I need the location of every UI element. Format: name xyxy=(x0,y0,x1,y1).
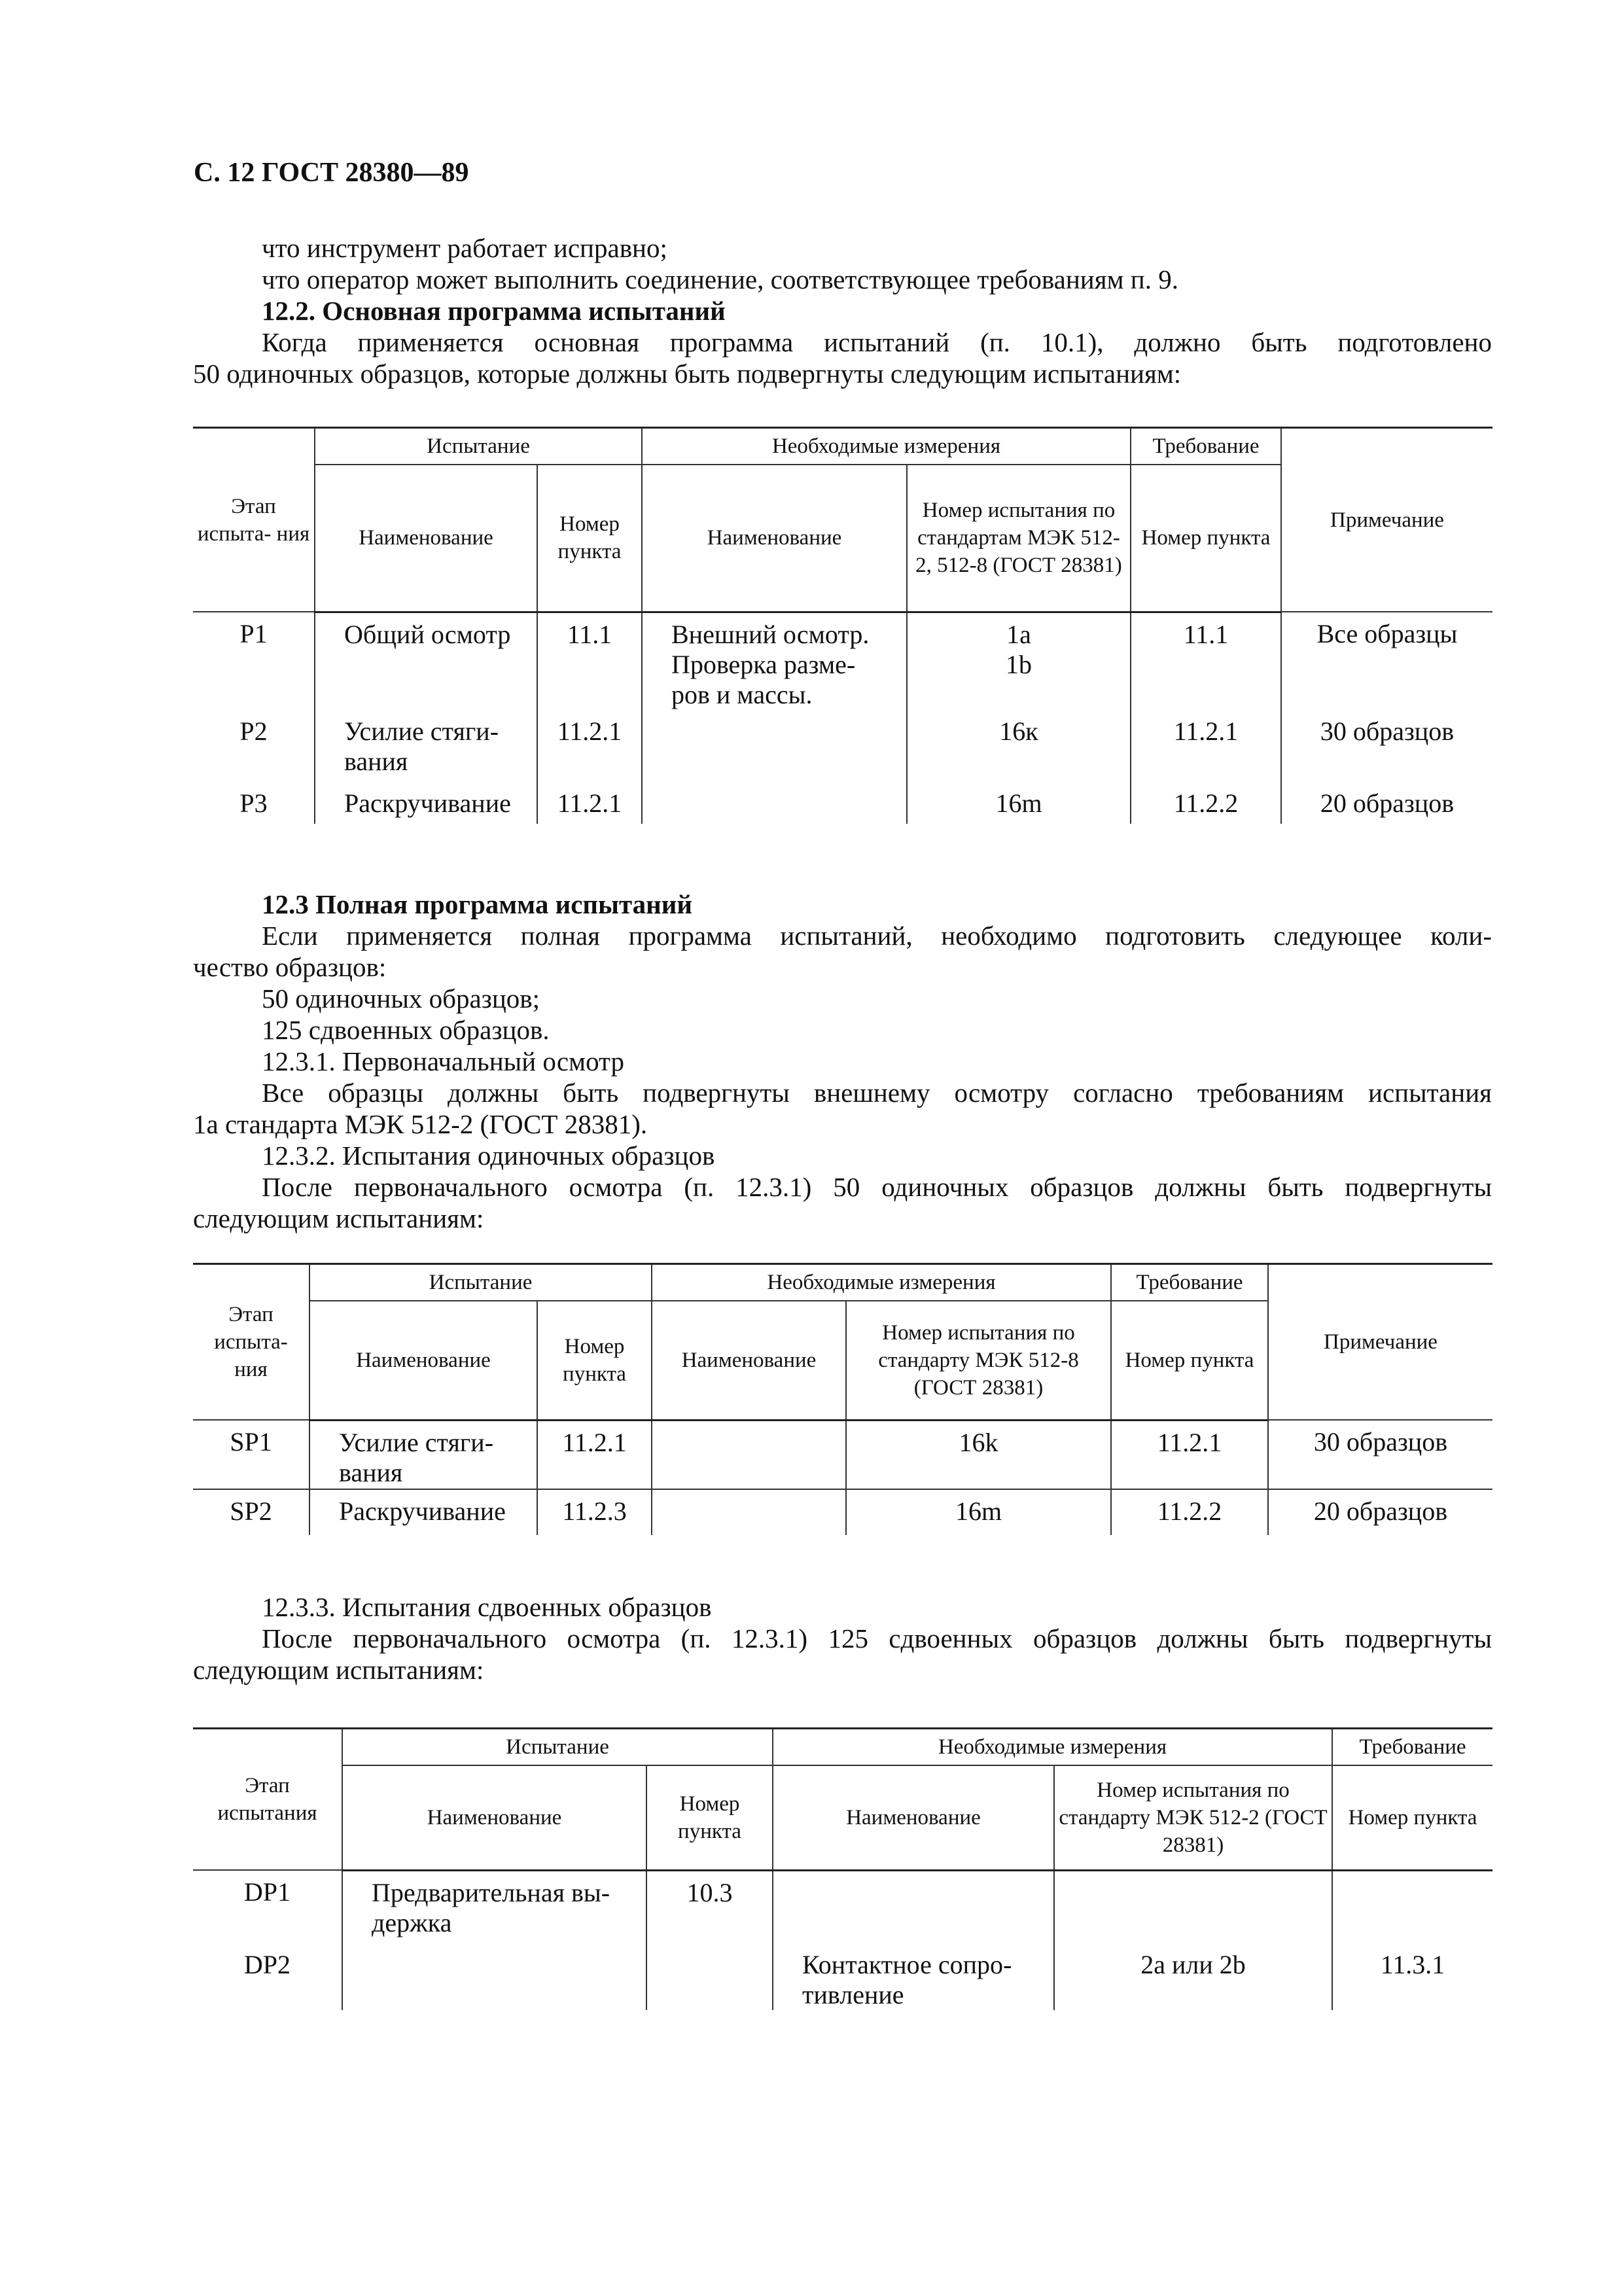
section-12-3-text-1 xyxy=(262,920,1492,951)
cell-stage: SP1 xyxy=(193,1420,309,1489)
cell-note: 20 образцов xyxy=(1281,782,1492,824)
col-req-num-header: Номер пункта xyxy=(1332,1765,1492,1870)
cell-meas-name xyxy=(652,1420,846,1489)
cell-meas-num xyxy=(1054,1870,1332,1943)
cell-meas-name: Внешний осмотр. Проверка разме- ров и массы. xyxy=(642,612,907,710)
section-12-3-2-text-2: следующим испытаниям: xyxy=(193,1203,484,1233)
cell-req-num: 11.2.1 xyxy=(1131,710,1281,782)
cell-stage: DP1 xyxy=(243,1877,291,1907)
col-req-num-header: Номер пункта xyxy=(1111,1301,1268,1420)
col-meas-num-header: Номер испытания по стандартам МЭК 512-2, 512-8 (ГОСТ 28381) xyxy=(907,465,1131,612)
cell-note: 20 образцов xyxy=(1268,1489,1492,1535)
col-test-num-header: Номер пункта xyxy=(537,465,642,612)
cell-note: 30 образцов xyxy=(1268,1420,1492,1489)
col-test-name-header: Наименование xyxy=(309,1301,537,1420)
cell-meas-name xyxy=(642,782,907,824)
cell-req-num: 11.3.1 xyxy=(1332,1943,1492,2010)
cell-stage: P2 xyxy=(239,716,268,746)
cell-test-num: 11.1 xyxy=(537,612,642,710)
col-meas-name-header: Наименование xyxy=(773,1765,1054,1870)
cell-meas-name xyxy=(652,1489,846,1535)
col-test-num-header: Номер пункта xyxy=(537,1301,652,1420)
col-note-header: Примечание xyxy=(1281,428,1492,612)
cell-test-name: Раскручивание xyxy=(309,1489,537,1535)
cell-test-num: 11.2.3 xyxy=(537,1489,652,1535)
col-test-header: Испытание xyxy=(342,1729,773,1766)
cell-req-num: 11.1 xyxy=(1131,612,1281,710)
cell-meas-num: 1a 1b xyxy=(907,612,1131,710)
cell-req-num: 11.2.2 xyxy=(1111,1489,1268,1535)
col-measurements-header: Необходимые измерения xyxy=(642,428,1131,465)
col-meas-name-header: Наименование xyxy=(642,465,907,612)
cell-meas-num: 16m xyxy=(846,1489,1111,1535)
cell-req-num: 11.2.2 xyxy=(1131,782,1281,824)
cell-test-num: 11.2.1 xyxy=(537,710,642,782)
table-row xyxy=(193,710,1492,782)
cell-test-name: Усилие стяги- вания xyxy=(315,710,537,782)
table-basic-program xyxy=(193,427,1492,824)
table-row xyxy=(193,1420,1492,1489)
section-12-2-text-1 xyxy=(262,327,1492,358)
section-12-3-3-text-2: следующим испытаниям: xyxy=(193,1655,484,1685)
section-12-2-text-2: 50 одиночных образцов, которые должны быть подвергнуты следующим испытаниям: xyxy=(193,359,1182,389)
cell-stage: P1 xyxy=(239,619,268,648)
cell-meas-name xyxy=(773,1870,1054,1943)
table-row xyxy=(193,1943,1492,2010)
section-12-3-title: 12.3 Полная программа испытаний xyxy=(262,889,693,919)
section-12-3-1-title: 12.3.1. Первоначальный осмотр xyxy=(262,1046,624,1076)
section-12-2-title: 12.2. Основная программа испытаний xyxy=(262,296,726,326)
intro-line-1: что инструмент работает исправно; xyxy=(262,233,667,263)
table-row xyxy=(193,782,1492,824)
cell-stage: P3 xyxy=(239,788,268,818)
section-12-3-item-1: 50 одиночных образцов; xyxy=(262,983,540,1014)
cell-req-num xyxy=(1332,1870,1492,1943)
section-12-3-1-text-2: 1a стандарта МЭК 512-2 (ГОСТ 28381). xyxy=(193,1109,648,1139)
cell-req-num: 11.2.1 xyxy=(1111,1420,1268,1489)
page-header: С. 12 ГОСТ 28380—89 xyxy=(194,158,469,188)
col-requirement-header: Требование xyxy=(1332,1729,1492,1766)
col-meas-name-header: Наименование xyxy=(652,1301,846,1420)
col-meas-num-header: Номер испытания по стандарту МЭК 512-2 (ГОСТ 28381) xyxy=(1054,1765,1332,1870)
cell-meas-name: Контактное сопро- тивление xyxy=(773,1943,1054,2010)
col-test-header: Испытание xyxy=(309,1264,652,1301)
col-measurements-header: Необходимые измерения xyxy=(652,1264,1111,1301)
cell-meas-name xyxy=(642,710,907,782)
cell-stage: DP2 xyxy=(243,1950,291,1979)
section-12-3-1-text-1 xyxy=(262,1077,1492,1108)
col-meas-num-header: Номер испытания по стандарту МЭК 512-8 (ГОСТ 28381) xyxy=(846,1301,1111,1420)
section-12-3-2-title: 12.3.2. Испытания одиночных образцов xyxy=(262,1140,715,1171)
section-12-2-text-1-span: Когда применяется основная программа испытаний (п. 10.1), должно быть подготовлено xyxy=(262,327,1492,357)
section-12-3-3-title: 12.3.3. Испытания сдвоенных образцов xyxy=(262,1592,712,1622)
cell-test-num xyxy=(646,1943,773,2010)
section-12-3-1-text-1-span: Все образцы должны быть подвергнуты внешнему осмотру согласно требованиям испытания xyxy=(262,1078,1492,1108)
cell-meas-num: 16к xyxy=(907,710,1131,782)
cell-stage: SP2 xyxy=(230,1496,272,1526)
intro-line-2: что оператор может выполнить соединение, соответствующее требованиям п. 9. xyxy=(262,264,1178,294)
cell-test-name xyxy=(342,1943,646,2010)
section-12-3-text-1-span: Если применяется полная программа испытаний, необходимо подготовить следующее коли- xyxy=(262,921,1492,951)
col-test-name-header: Наименование xyxy=(315,465,537,612)
section-12-3-2-text-1-span: После первоначального осмотра (п. 12.3.1) 50 одиночных образцов должны быть подвергнуты xyxy=(262,1172,1492,1202)
cell-note: 30 образцов xyxy=(1281,710,1492,782)
section-12-3-3-text-1-span: После первоначального осмотра (п. 12.3.1) 125 сдвоенных образцов должны быть подвергнуты xyxy=(262,1623,1492,1653)
section-12-3-item-2: 125 сдвоенных образцов. xyxy=(262,1015,550,1045)
col-test-num-header: Номер пункта xyxy=(646,1765,773,1870)
section-12-3-2-text-1 xyxy=(262,1171,1492,1203)
cell-meas-num: 2a или 2b xyxy=(1054,1943,1332,2010)
col-measurements-header: Необходимые измерения xyxy=(773,1729,1332,1766)
cell-test-name: Общий осмотр xyxy=(315,612,537,710)
col-stage-header: Этап испытания xyxy=(193,1729,342,1871)
table-row xyxy=(193,612,1492,710)
cell-test-name: Предварительная вы- держка xyxy=(342,1870,646,1943)
col-requirement-header: Требование xyxy=(1131,428,1281,465)
table-double-samples xyxy=(193,1727,1492,2010)
cell-meas-num: 16k xyxy=(846,1420,1111,1489)
col-note-header: Примечание xyxy=(1268,1264,1492,1421)
section-12-3-text-2: чество образцов: xyxy=(193,952,387,982)
table-row xyxy=(193,1489,1492,1535)
cell-test-num: 11.2.1 xyxy=(537,1420,652,1489)
cell-meas-num: 16m xyxy=(907,782,1131,824)
cell-test-num: 10.3 xyxy=(646,1870,773,1943)
cell-test-name: Раскручивание xyxy=(315,782,537,824)
table-single-samples xyxy=(193,1263,1492,1535)
col-test-name-header: Наименование xyxy=(342,1765,646,1870)
cell-test-num: 11.2.1 xyxy=(537,782,642,824)
col-stage-header: Этап испыта- ния xyxy=(193,428,315,612)
table-row xyxy=(193,1870,1492,1943)
col-requirement-header: Требование xyxy=(1111,1264,1268,1301)
col-test-header: Испытание xyxy=(315,428,642,465)
cell-note: Все образцы xyxy=(1281,612,1492,710)
section-12-3-3-text-1 xyxy=(262,1623,1492,1654)
col-req-num-header: Номер пункта xyxy=(1131,465,1281,612)
cell-test-name: Усилие стяги- вания xyxy=(309,1420,537,1489)
col-stage-header: Этап испыта- ния xyxy=(193,1264,309,1421)
